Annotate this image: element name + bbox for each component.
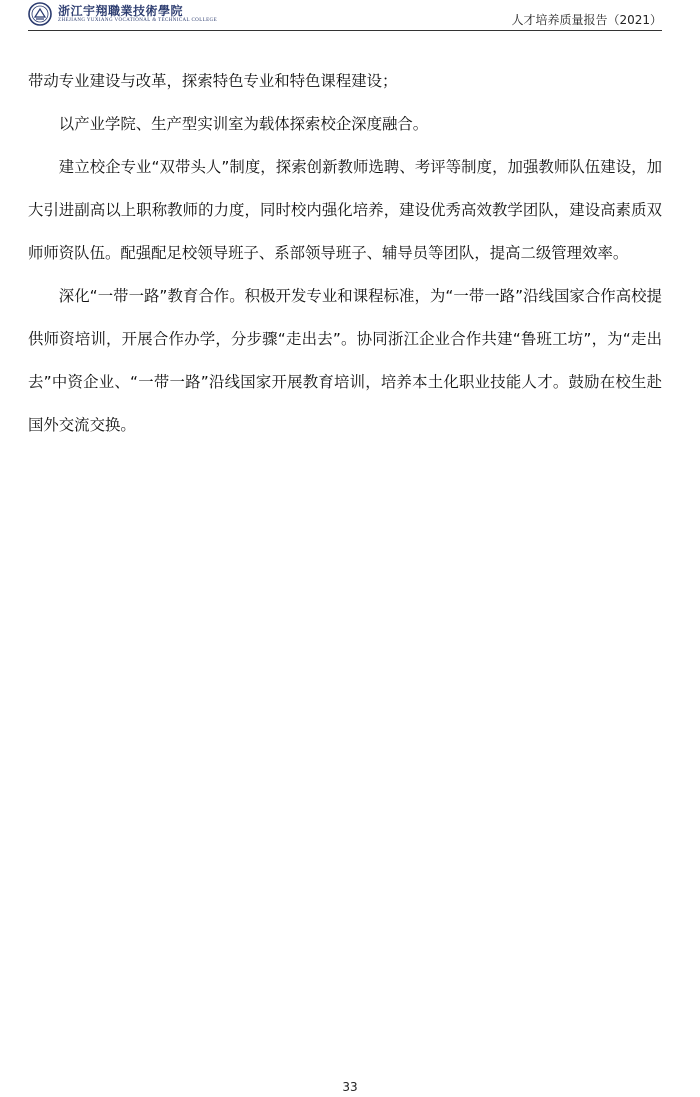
college-seal-logo [28,2,52,26]
paragraph-2: 以产业学院、生产型实训室为载体探索校企深度融合。 [58,115,429,133]
paragraph-4: 深化“一带一路”教育合作。积极开发专业和课程标准，为“一带一路”沿线国家合作高校提供师资培训，开展合作办学，分步骤“走出去”。协同浙江企业合作共建“鲁班工坊”，为“走出去”中资企业、“一带一路”沿线国家开展教育培训，培养本土化职业技能人才。鼓励在校生赴国外交流交换。 [28,287,662,434]
paragraph-1: 带动专业建设与改革，探索特色专业和特色课程建设； [28,72,398,90]
report-title: 人才培养质量报告（2021） [511,13,662,27]
page-number: 33 [342,1080,358,1094]
header-divider [28,30,662,31]
paragraph-3: 建立校企专业“双带头人”制度，探索创新教师选聘、考评等制度，加强教师队伍建设，加大引进副高以上职称教师的力度，同时校内强化培养，建设优秀高效教学团队，建设高素质双师师资队伍。配强配足校领导班子、系部领导班子、辅导员等团队，提高二级管理效率。 [28,158,662,262]
document-body [28,60,662,447]
school-name: 浙江宇翔職業技術學院 [58,4,184,18]
page-header [28,0,662,32]
school-name-english: ZHEJIANG YUXIANG VOCATIONAL & TECHNICAL COLLEGE [58,18,218,23]
